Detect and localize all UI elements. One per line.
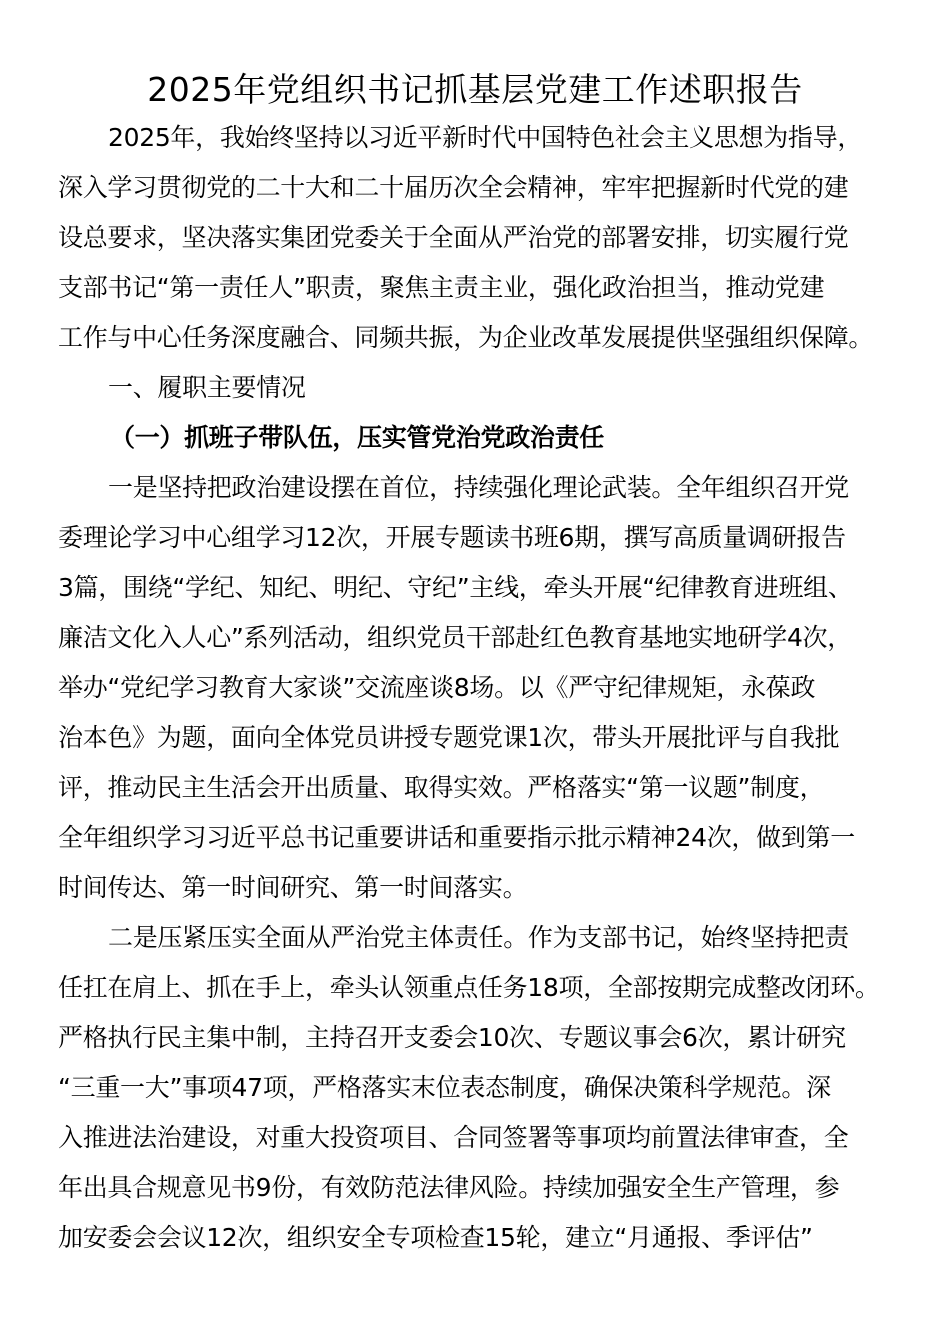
paragraph-line: 3篇，围绕“学纪、知纪、明纪、守纪”主线，牵头开展“纪律教育进班组、 — [58, 573, 853, 602]
paragraph-line: 举办“党纪学习教育大家谈”交流座谈8场。以《严守纪律规矩，永葆政 — [58, 673, 816, 702]
paragraph-line: 入推进法治建设，对重大投资项目、合同签署等事项均前置法律审查，全 — [58, 1123, 849, 1152]
paragraph-line: 治本色》为题，面向全体党员讲授专题党课1次，带头开展批评与自我批 — [58, 723, 840, 752]
paragraph-line: 严格执行民主集中制，主持召开支委会10次、专题议事会6次，累计研究 — [58, 1023, 846, 1052]
paragraph-line: “三重一大”事项47项，严格落实末位表态制度，确保决策科学规范。深 — [58, 1073, 831, 1102]
paragraph-line: 评，推动民主生活会开出质量、取得实效。严格落实“第一议题”制度， — [58, 773, 825, 802]
paragraph-line: 一是坚持把政治建设摆在首位，持续强化理论武装。全年组织召开党 — [108, 473, 850, 502]
paragraph-line: 2025年，我始终坚持以习近平新时代中国特色社会主义思想为指导， — [108, 123, 863, 152]
paragraph-line: 工作与中心任务深度融合、同频共振，为企业改革发展提供坚强组织保障。 — [58, 323, 874, 352]
paragraph-line: 支部书记“第一责任人”职责，聚焦主责主业，强化政治担当，推动党建 — [58, 273, 825, 302]
paragraph-line: 年出具合规意见书9份，有效防范法律风险。持续加强安全生产管理，参 — [58, 1173, 840, 1202]
document-title: 2025年党组织书记抓基层党建工作述职报告 — [147, 70, 803, 109]
paragraph-line: 时间传达、第一时间研究、第一时间落实。 — [58, 873, 528, 902]
subsection-heading: （一）抓班子带队伍，压实管党治党政治责任 — [110, 423, 605, 452]
paragraph-line: 设总要求，坚决落实集团党委关于全面从严治党的部署安排，切实履行党 — [58, 223, 849, 252]
paragraph-line: 深入学习贯彻党的二十大和二十届历次全会精神，牢牢把握新时代党的建 — [58, 173, 849, 202]
paragraph-line: 委理论学习中心组学习12次，开展专题读书班6期，撰写高质量调研报告 — [58, 523, 846, 552]
paragraph-line: 任扛在肩上、抓在手上，牵头认领重点任务18项，全部按期完成整改闭环。 — [58, 973, 880, 1002]
section-heading: 一、履职主要情况 — [108, 373, 306, 402]
paragraph-line: 加安委会会议12次，组织安全专项检查15轮，建立“月通报、季评估” — [58, 1223, 813, 1252]
paragraph-line: 廉洁文化入人心”系列活动，组织党员干部赴红色教育基地实地研学4次， — [58, 623, 852, 652]
paragraph-line: 全年组织学习习近平总书记重要讲话和重要指示批示精神24次，做到第一 — [58, 823, 855, 852]
paragraph-line: 二是压紧压实全面从严治党主体责任。作为支部书记，始终坚持把责 — [108, 923, 850, 952]
